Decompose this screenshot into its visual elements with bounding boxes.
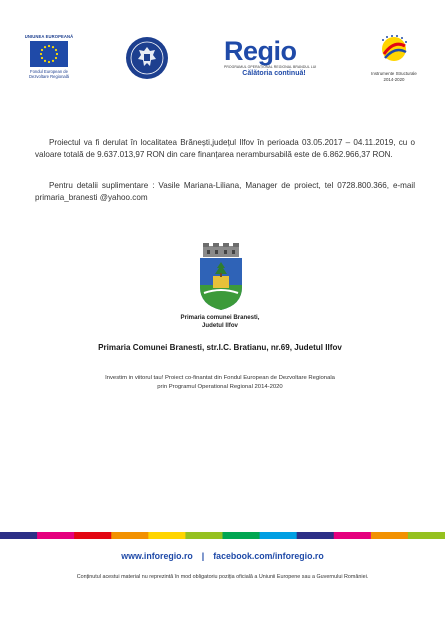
project-period-paragraph: Proiectul va fi derulat în localitatea Brănești,județul Ilfov în perioada 03.05.2017 – 04.11.2019, cu o valoare totală de 9.637.013,97 RON din care finanțarea nerambursabilă este de 6.862.966,37 RON.: [35, 138, 415, 159]
regio-wordmark: Regio: [224, 36, 297, 66]
stripe-segment: [74, 532, 112, 539]
regio-program-label: PROGRAMUL OPERAȚIONAL REGIONAL BRANDUL LUI: [224, 65, 317, 69]
stripe-segment: [371, 532, 409, 539]
stripe-segment: [260, 532, 298, 539]
inforegio-website-link[interactable]: www.inforegio.ro: [121, 551, 193, 561]
footer-links: [0, 551, 445, 561]
brand-color-stripe: [0, 532, 445, 539]
town-hall-address: Primaria Comunei Branesti, str.I.C. Bratianu, nr.69, Judetul Ilfov: [98, 343, 342, 352]
branesti-coat-of-arms-icon: [196, 243, 246, 311]
regio-logo: [224, 38, 324, 77]
stripe-segment: [334, 532, 372, 539]
structural-funds-icon: [377, 34, 411, 64]
crest-caption: Primaria comunei Branesti, Judetul Ilfov: [180, 314, 260, 329]
cofinancing-statement: Investim in viitorul tau! Proiect co-finantat din Fondul European de Dezvoltare Regionala prin Programul Operational Regional 2014-2020: [105, 375, 335, 390]
eu-logo-top-label: UNIUNEA EUROPEANĂ: [24, 34, 74, 39]
facebook-page-link[interactable]: facebook.com/inforegio.ro: [213, 551, 324, 561]
instrumente-structurale-logo: [368, 34, 420, 82]
guvernul-romaniei-seal-icon: [125, 36, 169, 80]
structural-funds-label: Instrumente Structurale 2014-2020: [371, 71, 417, 82]
regio-tagline: Călătoria continuă!: [242, 70, 306, 77]
eu-logo-fund-label: Fondul European de Dezvoltare Regională: [28, 69, 70, 79]
stripe-segment: [408, 532, 445, 539]
footer-link-separator: |: [201, 551, 205, 561]
eu-logo: [22, 34, 76, 79]
stripe-segment: [0, 532, 38, 539]
eu-disclaimer: Conținutul acestui material nu reprezintă în mod obligatoriu poziția oficială a Uniunii Europene sau a Guvernului României.: [76, 574, 369, 580]
contact-paragraph: Pentru detalii suplimentare : Vasile Mariana-Liliana, Manager de proiect, tel 0728.800.366, e-mail primaria_branesti @yahoo.com: [35, 181, 415, 202]
stripe-segment: [148, 532, 186, 539]
stripe-segment: [111, 532, 149, 539]
eu-flag-icon: [30, 41, 68, 67]
stripe-segment: [223, 532, 261, 539]
stripe-segment: [185, 532, 223, 539]
stripe-segment: [297, 532, 335, 539]
stripe-segment: [37, 532, 75, 539]
